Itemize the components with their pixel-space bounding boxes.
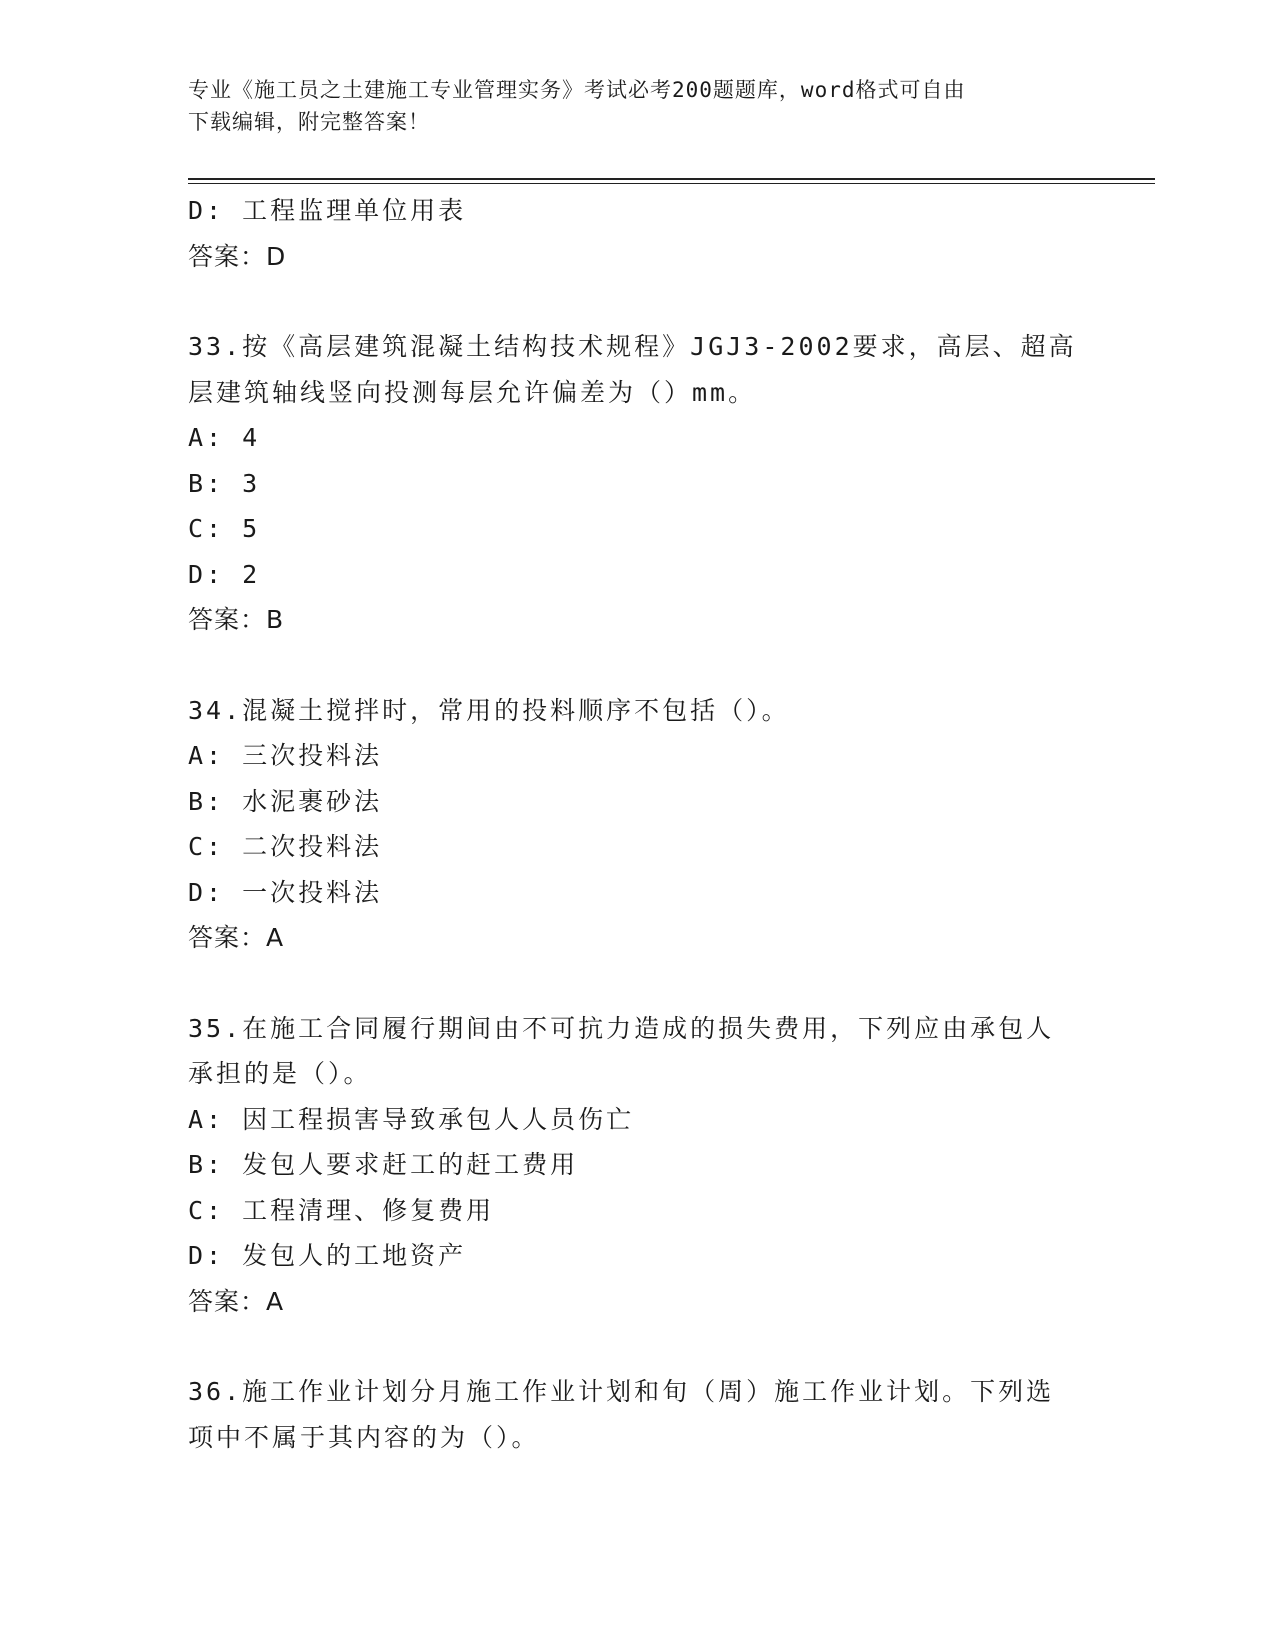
- option-d: D: 2: [188, 559, 261, 589]
- option-d: D: 工程监理单位用表: [188, 196, 467, 225]
- answer: 答案：A: [188, 923, 285, 952]
- option-a: A: 4: [188, 423, 261, 452]
- spacer: [188, 279, 1088, 324]
- option-b: B: 3: [188, 468, 261, 498]
- question-stem-cont: 层建筑轴线竖向投测每层允许偏差为（）mm。: [188, 377, 757, 407]
- header-divider-thick: [188, 178, 1155, 180]
- option-d: D: 一次投料法: [188, 877, 383, 907]
- question-list: [188, 188, 1088, 1460]
- question-stem-cont: 项中不属于其内容的为（）。: [188, 1422, 540, 1452]
- question-32-tail: [188, 188, 1088, 279]
- option-c: C: 二次投料法: [188, 832, 383, 861]
- question-stem: 34.混凝土搅拌时，常用的投料顺序不包括（）。: [188, 695, 790, 725]
- answer: 答案：A: [188, 1286, 285, 1316]
- header-line-1: 专业《施工员之土建施工专业管理实务》考试必考200题题库，word格式可自由: [188, 78, 966, 102]
- option-c: C: 工程清理、修复费用: [188, 1195, 495, 1225]
- header-line-2: 下载编辑，附完整答案！: [188, 110, 430, 134]
- spacer: [188, 961, 1088, 1006]
- answer: 答案：B: [188, 605, 285, 634]
- spacer: [188, 1324, 1088, 1369]
- option-b: B: 发包人要求赶工的赶工费用: [188, 1150, 579, 1179]
- answer: 答案：D: [188, 241, 287, 271]
- question-36: [188, 1369, 1088, 1460]
- question-stem: 33.按《高层建筑混凝土结构技术规程》JGJ3-2002要求，高层、超高: [188, 332, 1077, 361]
- option-a: A: 三次投料法: [188, 741, 383, 770]
- option-c: C: 5: [188, 514, 261, 543]
- option-d: D: 发包人的工地资产: [188, 1241, 467, 1270]
- question-stem: 35.在施工合同履行期间由不可抗力造成的损失费用，下列应由承包人: [188, 1013, 1055, 1043]
- option-a: A: 因工程损害导致承包人人员伤亡: [188, 1104, 635, 1134]
- question-stem: 36.施工作业计划分月施工作业计划和旬（周）施工作业计划。下列选: [188, 1377, 1055, 1406]
- header-divider-thin: [188, 183, 1155, 184]
- spacer: [188, 643, 1088, 688]
- document-header: [188, 74, 1068, 138]
- question-33: [188, 324, 1088, 643]
- question-35: [188, 1006, 1088, 1325]
- option-b: B: 水泥裹砂法: [188, 786, 383, 816]
- question-34: [188, 688, 1088, 961]
- question-stem-cont: 承担的是（）。: [188, 1059, 372, 1088]
